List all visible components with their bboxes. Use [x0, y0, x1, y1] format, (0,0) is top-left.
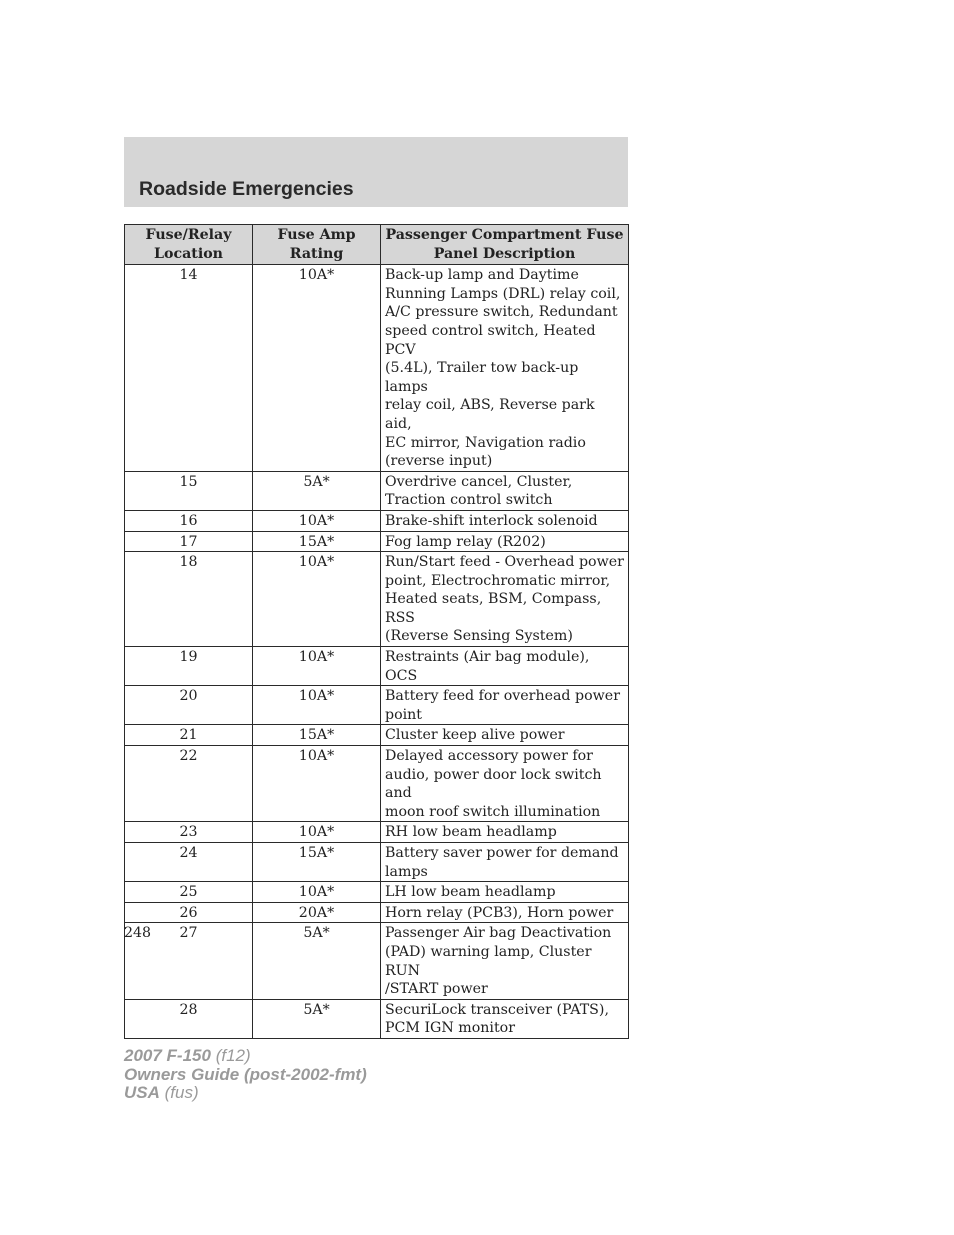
description-line: moon roof switch illumination: [385, 803, 601, 820]
column-header-description: [381, 225, 629, 265]
fuse-description-cell: [381, 647, 629, 686]
fuse-rating-cell: 5A*: [253, 999, 381, 1038]
description-line: audio, power door lock switch and: [385, 766, 602, 802]
fuse-description-cell: [381, 531, 629, 552]
description-line: (PAD) warning lamp, Cluster RUN: [385, 943, 592, 979]
description-line: point: [385, 706, 422, 723]
fuse-location-cell: 14: [125, 265, 253, 472]
fuse-location-cell: 15: [125, 471, 253, 510]
fuse-description-cell: [381, 923, 629, 999]
fuse-location-cell: 24: [125, 843, 253, 882]
fuse-rating-cell: 5A*: [253, 471, 381, 510]
table-row: [125, 265, 629, 472]
fuse-rating-cell: 10A*: [253, 552, 381, 647]
column-header-line: Fuse/Relay: [145, 227, 232, 243]
table-row: [125, 746, 629, 822]
table-row: [125, 902, 629, 923]
description-line: Horn relay (PCB3), Horn power: [385, 904, 614, 921]
fuse-rating-cell: 10A*: [253, 882, 381, 903]
description-line: Brake-shift interlock solenoid: [385, 512, 598, 529]
fuse-location-cell: 28: [125, 999, 253, 1038]
description-line: Cluster keep alive power: [385, 727, 565, 744]
description-line: LH low beam headlamp: [385, 884, 556, 901]
description-line: SecuriLock transceiver (PATS),: [385, 1001, 609, 1018]
table-row: [125, 647, 629, 686]
description-line: Delayed accessory power for: [385, 748, 593, 765]
table-row: [125, 882, 629, 903]
fuse-rating-cell: 10A*: [253, 822, 381, 843]
fuse-location-cell: 21: [125, 725, 253, 746]
footer-line-market: [124, 1084, 367, 1103]
fuse-location-cell: 20: [125, 686, 253, 725]
description-line: Battery feed for overhead power: [385, 688, 620, 705]
description-line: Passenger Air bag Deactivation: [385, 925, 612, 942]
fuse-rating-cell: 10A*: [253, 746, 381, 822]
description-line: (5.4L), Trailer tow back-up lamps: [385, 360, 579, 395]
column-header-line: Rating: [289, 245, 344, 262]
table-row: [125, 471, 629, 510]
section-header-band: [124, 137, 628, 207]
description-line: (reverse input): [385, 453, 493, 470]
footer-market-code: (fus): [164, 1083, 199, 1102]
description-line: A/C pressure switch, Redundant: [385, 304, 618, 321]
footer-model: 2007 F-150: [124, 1046, 211, 1065]
table-row: [125, 725, 629, 746]
description-line: PCM IGN monitor: [385, 1020, 515, 1037]
description-line: Overdrive cancel, Cluster,: [385, 473, 573, 490]
fuse-rating-cell: 5A*: [253, 923, 381, 999]
description-line: Restraints (Air bag module), OCS: [385, 649, 590, 684]
description-line: Running Lamps (DRL) relay coil,: [385, 285, 621, 302]
footer-market: USA: [124, 1083, 160, 1102]
fuse-rating-cell: 10A*: [253, 510, 381, 531]
fuse-description-cell: [381, 843, 629, 882]
fuse-location-cell: 25: [125, 882, 253, 903]
description-line: RH low beam headlamp: [385, 824, 557, 841]
section-title: Roadside Emergencies: [139, 178, 354, 200]
description-line: relay coil, ABS, Reverse park aid,: [385, 397, 595, 432]
table-row: [125, 552, 629, 647]
column-header-line: Fuse Amp: [277, 227, 356, 243]
fuse-description-cell: [381, 265, 629, 472]
fuse-description-cell: [381, 686, 629, 725]
description-line: /START power: [385, 981, 488, 998]
table-row: [125, 510, 629, 531]
description-line: Back-up lamp and Daytime: [385, 267, 579, 284]
fuse-description-cell: [381, 510, 629, 531]
fuse-rating-cell: 15A*: [253, 531, 381, 552]
fuse-location-cell: 16: [125, 510, 253, 531]
column-header-location: [125, 225, 253, 265]
fuse-table-body: [125, 265, 629, 1039]
description-line: Fog lamp relay (R202): [385, 533, 546, 550]
fuse-rating-cell: 10A*: [253, 265, 381, 472]
column-header-line: Location: [154, 245, 223, 262]
description-line: (Reverse Sensing System): [385, 628, 573, 645]
footer-line-guide: [124, 1066, 367, 1085]
fuse-location-cell: 19: [125, 647, 253, 686]
fuse-description-cell: [381, 471, 629, 510]
fuse-location-cell: 17: [125, 531, 253, 552]
footer-model-code: (f12): [215, 1046, 251, 1065]
fuse-description-cell: [381, 552, 629, 647]
description-line: EC mirror, Navigation radio: [385, 434, 586, 451]
fuse-location-cell: 23: [125, 822, 253, 843]
table-row: [125, 999, 629, 1038]
fuse-description-cell: [381, 822, 629, 843]
footer-guide: Owners Guide (post-2002-fmt): [124, 1064, 367, 1084]
table-row: [125, 686, 629, 725]
footer-line-model: [124, 1047, 367, 1066]
fuse-rating-cell: 10A*: [253, 686, 381, 725]
description-line: Run/Start feed - Overhead power: [385, 554, 624, 571]
fuse-description-cell: [381, 999, 629, 1038]
description-line: Battery saver power for demand: [385, 845, 619, 861]
column-header-rating: [253, 225, 381, 265]
description-line: lamps: [385, 863, 428, 880]
description-line: speed control switch, Heated PCV: [385, 322, 596, 358]
fuse-location-cell: 22: [125, 746, 253, 822]
fuse-location-cell: 26: [125, 902, 253, 923]
document-footer: [124, 1047, 367, 1103]
fuse-description-cell: [381, 902, 629, 923]
table-row: [125, 843, 629, 882]
table-row: [125, 923, 629, 999]
table-header-row: [125, 225, 629, 265]
fuse-table: [124, 224, 629, 1039]
fuse-rating-cell: 15A*: [253, 843, 381, 882]
page-number: 248: [124, 925, 152, 941]
column-header-line: Passenger Compartment Fuse: [385, 227, 624, 243]
fuse-rating-cell: 15A*: [253, 725, 381, 746]
fuse-description-cell: [381, 725, 629, 746]
column-header-line: Panel Description: [433, 245, 576, 262]
fuse-location-cell: 18: [125, 552, 253, 647]
fuse-rating-cell: 20A*: [253, 902, 381, 923]
description-line: Traction control switch: [385, 492, 553, 509]
fuse-rating-cell: 10A*: [253, 647, 381, 686]
table-row: [125, 531, 629, 552]
description-line: Heated seats, BSM, Compass, RSS: [385, 591, 602, 626]
table-row: [125, 822, 629, 843]
fuse-location-cell: 27: [125, 923, 253, 999]
fuse-description-cell: [381, 746, 629, 822]
description-line: point, Electrochromatic mirror,: [385, 572, 611, 589]
fuse-description-cell: [381, 882, 629, 903]
